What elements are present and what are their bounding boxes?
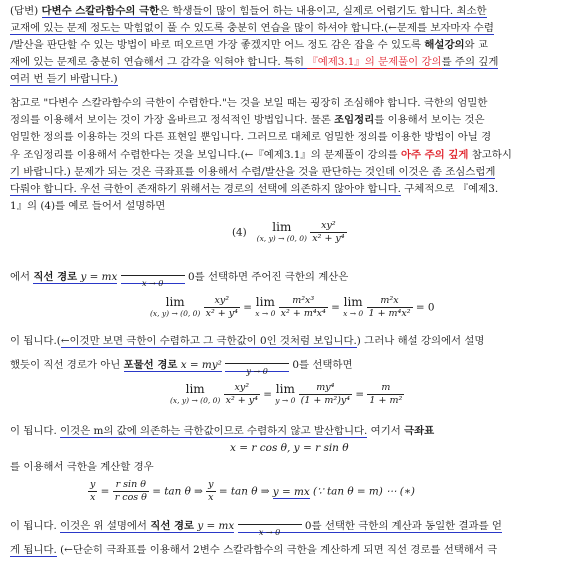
text-span: 여기서 xyxy=(367,425,405,437)
arrow-label: x → 0 xyxy=(238,520,302,533)
text-span: 0를 선택한 극한의 계산과 동일한 결과를 얻 xyxy=(301,520,502,532)
text-line-11 xyxy=(10,182,572,197)
text-line-1 xyxy=(10,4,572,19)
math-span: x = my² xyxy=(177,359,222,371)
limit-operator: lim x → 0 xyxy=(343,294,364,318)
text-span: 와 교 xyxy=(464,39,488,51)
math-span: y = mx xyxy=(77,271,118,283)
text-span: 이 됩니다. xyxy=(10,520,61,532)
fraction: $\frac{\text{m²x³}}{\text{x² + m⁴x⁴}}$ xyxy=(280,295,326,319)
highlight-lecture: 『예제3.1』의 문제풀이 강의 xyxy=(307,56,442,68)
text-span: 은 학생들이 많이 힘들어 하는 내용이고, 실제로 어렵기도 합니다. 최소한 xyxy=(159,5,487,17)
text-span-bold: 직선 경로 xyxy=(150,520,195,532)
polar-coordinates: x = r cos θ, y = r sin θ xyxy=(230,442,349,454)
text-span: (←단순히 극좌표를 이용해서 2변수 스칼라함수의 극한을 계산하게 되면 직선 경로를 선택해서 극 xyxy=(56,544,498,556)
math-span: (∵ tan θ = m) ⋯ (∗) xyxy=(309,485,415,498)
highlight-careful: 아주 주의 깊게 xyxy=(400,149,469,161)
text-line-8 xyxy=(10,130,572,145)
text-line-3 xyxy=(10,38,572,53)
text-line-14 xyxy=(10,334,572,349)
text-span: 이 됩니다.( xyxy=(10,335,61,347)
text-span: 여러 번 듣기 바랍니다.) xyxy=(10,73,118,85)
text-line-4 xyxy=(10,55,572,70)
equals: = 0 xyxy=(412,301,435,314)
equation-polar xyxy=(88,479,415,504)
text-span: 1』의 (4)를 예로 들어서 설명하면 xyxy=(10,200,166,212)
text-line-19 xyxy=(10,543,572,558)
math-span-underlined: y = mx xyxy=(272,485,310,498)
text-span: /발산을 판단할 수 있는 방법이 바로 떠오르면 가장 좋겠지만 어느 정도 감은 잡을 수 있도록 xyxy=(10,39,425,51)
text-span: 0를 선택하면 주어진 극한의 계산은 xyxy=(184,271,349,283)
text-line-12 xyxy=(10,199,572,214)
fraction: $\frac{y}{x}$ xyxy=(208,479,214,503)
equals: = xyxy=(327,301,344,314)
text-span: 우 조임정리를 이용해서 수렴한다는 것을 보입니다.(←『예제3.1』의 문제풀이 강의를 xyxy=(10,149,401,161)
text-span: 0를 선택하면 xyxy=(289,359,353,371)
math-span: y = mx xyxy=(194,520,235,532)
fraction: $\frac{\text{r sin θ}}{\text{r cos θ}}$ xyxy=(114,479,147,503)
text-line-2 xyxy=(10,21,572,36)
text-span: 재에 있는 문제로 충분히 연습해서 그 감각을 익혀야 합니다. 특히 xyxy=(10,56,308,68)
limit-operator: lim (x, y) → (0, 0) xyxy=(256,219,307,243)
fraction: $\frac{\text{my⁴}}{\text{(1 + m²)y⁴}}$ xyxy=(300,382,351,406)
equation-line-path xyxy=(150,295,434,320)
text-span-bold: 직선 경로 xyxy=(33,271,78,283)
text-span: 이 됩니다. xyxy=(10,425,61,437)
text-span: 정의를 이용해서 보이는 것이 가장 올바르고 정석적인 방법입니다. 물론 xyxy=(10,114,335,126)
arrow-label: x → 0 xyxy=(121,271,185,284)
fraction: $\frac{m}{\text{1 + m²}}$ xyxy=(369,382,403,406)
text-span: 엄밀한 정의를 이용하는 것의 다른 표현일 뿐입니다. 그러므로 대체로 엄밀한 정의를 이용한 방법이 아닐 경 xyxy=(10,131,492,143)
answer-label: (답변) xyxy=(10,5,39,17)
text-span: 이것은 m의 값에 의존하는 극한값이므로 수렴하지 않고 발산합니다. xyxy=(60,425,368,437)
text-span: ←이것만 보면 극한이 수렴하고 그 극한값이 0인 것처럼 보입니다. xyxy=(60,335,357,347)
text-span: 했듯이 직선 경로가 아닌 xyxy=(10,359,124,371)
text-span: 를 이용해서 극한을 계산할 경우 xyxy=(10,461,154,473)
equals: = xyxy=(97,485,113,498)
text-span-bold: 극좌표 xyxy=(404,425,435,437)
text-line-17 xyxy=(10,460,572,475)
text-span-bold: 조임정리 xyxy=(334,114,375,126)
text-span: 를 주의 깊게 xyxy=(441,56,499,68)
equals: = xyxy=(239,301,256,314)
fraction: $\frac{\text{m²x}}{\text{1 + m⁴x²}}$ xyxy=(368,295,411,319)
math-span: = tan θ ⇒ xyxy=(148,485,207,498)
text-span: 구체적으로 『예제3. xyxy=(400,183,499,195)
text-line-18 xyxy=(10,519,572,537)
text-span: 기 바랍니다.) 문제가 되는 것은 극좌표를 이용해서 수렴/발산을 것을 판단하는 것인데 이것은 좀 조심스럽게 xyxy=(10,166,496,178)
limit-operator: lim (x, y) → (0, 0) xyxy=(170,381,221,405)
limit-operator: lim x → 0 xyxy=(255,294,276,318)
fraction: $\frac{\text{xy²}}{\text{x² + y⁴}}$ xyxy=(205,295,238,319)
topic-title: 다변수 스칼라함수의 극한 xyxy=(41,5,160,17)
text-span: 다뤄야 합니다. xyxy=(10,183,77,195)
fraction: $\frac{\text{xy²}}{\text{x² + y⁴}}$ xyxy=(225,382,258,406)
text-line-9 xyxy=(10,148,572,163)
text-span: 에서 xyxy=(10,271,34,283)
text-line-6 xyxy=(10,96,572,111)
text-span: 게 됩니다. xyxy=(10,544,57,556)
text-span: 교재에 있는 문제 정도는 막힘없이 풀 수 있도록 충분히 연습을 많이 하셔야 합니다.(←문제를 보자마자 수렴 xyxy=(10,22,494,34)
math-span: = tan θ ⇒ xyxy=(215,485,273,498)
text-span: ) 그러나 해설 강의에서 설명 xyxy=(356,335,485,347)
text-line-5 xyxy=(10,72,572,87)
equation-tag: (4) xyxy=(232,226,247,239)
equation-parabola-path xyxy=(170,382,404,407)
text-span-bold: 해설강의 xyxy=(424,39,465,51)
fraction: $\frac{y}{x}$ xyxy=(90,479,96,503)
text-line-16 xyxy=(10,424,572,439)
text-line-7 xyxy=(10,113,572,128)
text-line-15 xyxy=(10,358,572,376)
text-span: 를 이용해서 보이는 것은 xyxy=(374,114,485,126)
equation-4 xyxy=(232,220,347,245)
text-span: 참고로 "다변수 스칼라함수의 극한이 수렴한다."는 것을 보일 때는 굉장히 조심해야 합니다. 극한의 엄밀한 xyxy=(10,97,488,109)
text-line-10 xyxy=(10,165,572,180)
fraction: $\frac{\text{xy²}}{\text{x² + y⁴}}$ xyxy=(312,220,345,244)
equals: = xyxy=(352,388,368,401)
limit-operator: lim (x, y) → (0, 0) xyxy=(150,294,201,318)
arrow-label: y → 0 xyxy=(225,359,289,372)
text-span: 우선 극한이 존재하기 위해서는 경로의 선택에 의존하지 않아야 합니다. xyxy=(76,183,401,195)
text-span-bold: 포물선 경로 xyxy=(123,359,178,371)
text-span: 참고하시 xyxy=(468,149,512,161)
equals: = xyxy=(259,388,276,401)
limit-operator: lim y → 0 xyxy=(275,381,296,405)
text-span: 이것은 위 설명에서 xyxy=(60,520,151,532)
text-line-13 xyxy=(10,270,572,288)
